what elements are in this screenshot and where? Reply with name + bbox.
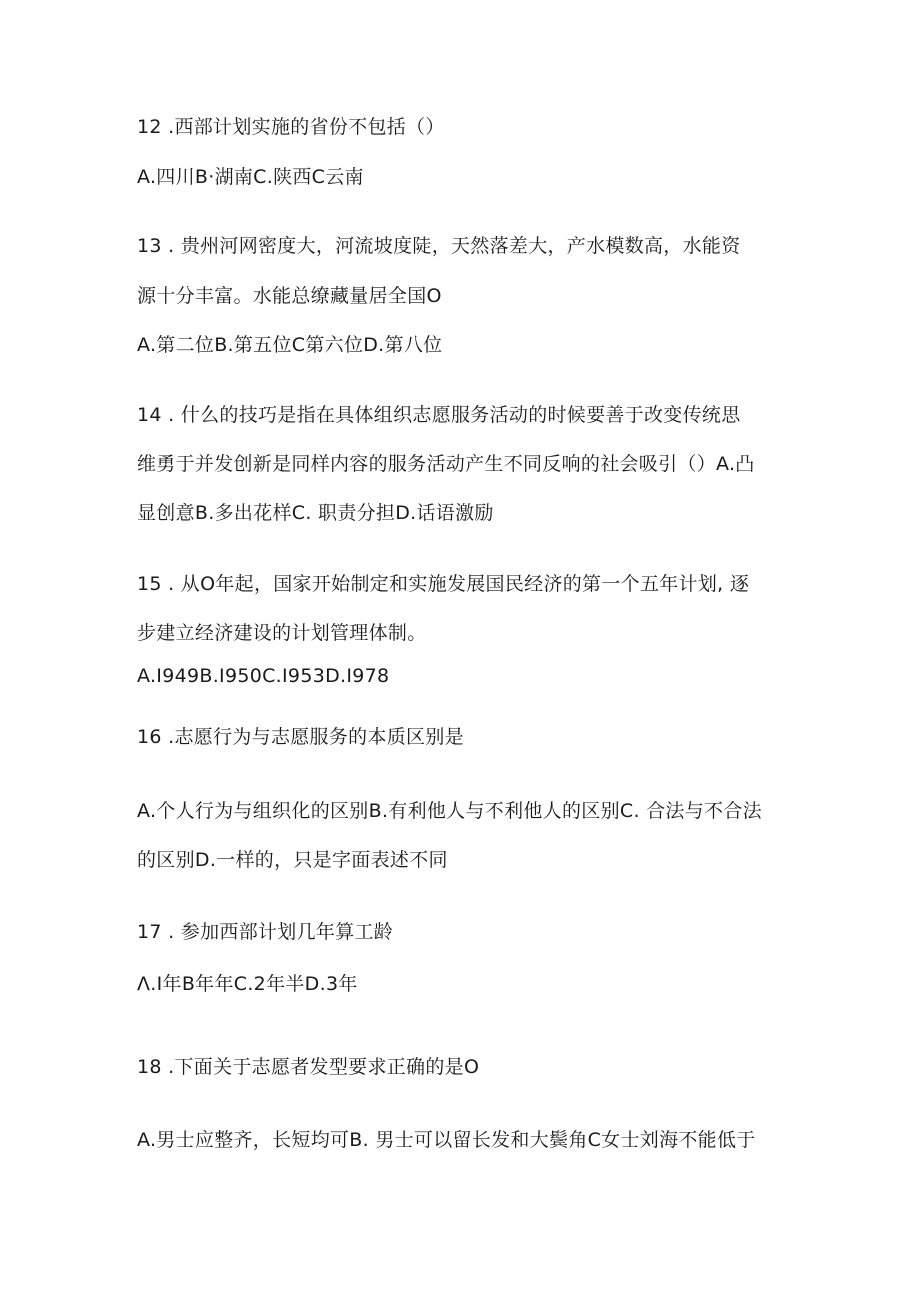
question-13-stem-line-2: 源十分丰富。水能总缭藏量居全国O bbox=[137, 285, 442, 307]
question-14-stem-line-1: 14 . 什么的技巧是指在具体组织志愿服务活动的时候要善于改变传统思 bbox=[137, 404, 741, 426]
question-14-stem-line-2: 维勇于并发创新是同样内容的服务活动产生不同反响的社会吸引（）A.凸 bbox=[137, 453, 755, 475]
question-18-options: A.男士应整齐，长短均可B. 男士可以留长发和大鬓角C女士刘海不能低于 bbox=[137, 1129, 756, 1151]
question-16-stem: 16 .志愿行为与志愿服务的本质区别是 bbox=[137, 726, 464, 748]
question-15-stem-line-2: 步建立经济建设的计划管理体制。 bbox=[137, 622, 427, 644]
question-15-options: A.I949B.I950C.I953D.I978 bbox=[137, 665, 390, 687]
question-15-stem-line-1: 15 . 从O年起，国家开始制定和实施发展国民经济的第一个五年计划, 逐 bbox=[137, 573, 750, 595]
question-13-stem-line-1: 13 . 贵州河网密度大，河流坡度陡，天然落差大，产水模数高，水能资 bbox=[137, 235, 741, 257]
question-12-stem: 12 .西部计划实施的省份不包括（） bbox=[137, 116, 445, 138]
question-17-options: Λ.I年B年年C.2年半D.3年 bbox=[137, 973, 358, 995]
question-14-options: 显创意B.多出花样C. 职责分担D.话语激励 bbox=[137, 502, 494, 524]
question-17-stem: 17 . 参加西部计划几年算工龄 bbox=[137, 921, 394, 943]
question-16-options-line-2: 的区别D.一样的，只是字面表述不同 bbox=[137, 849, 448, 871]
question-16-options-line-1: A.个人行为与组织化的区别B.有利他人与不利他人的区别C. 合法与不合法 bbox=[137, 800, 762, 822]
question-12-options: A.四川B·湖南C.陕西C云南 bbox=[137, 166, 364, 188]
question-13-options: A.第二位B.第五位C第六位D.第八位 bbox=[137, 334, 443, 356]
question-18-stem: 18 .下面关于志愿者发型要求正确的是O bbox=[137, 1056, 480, 1078]
